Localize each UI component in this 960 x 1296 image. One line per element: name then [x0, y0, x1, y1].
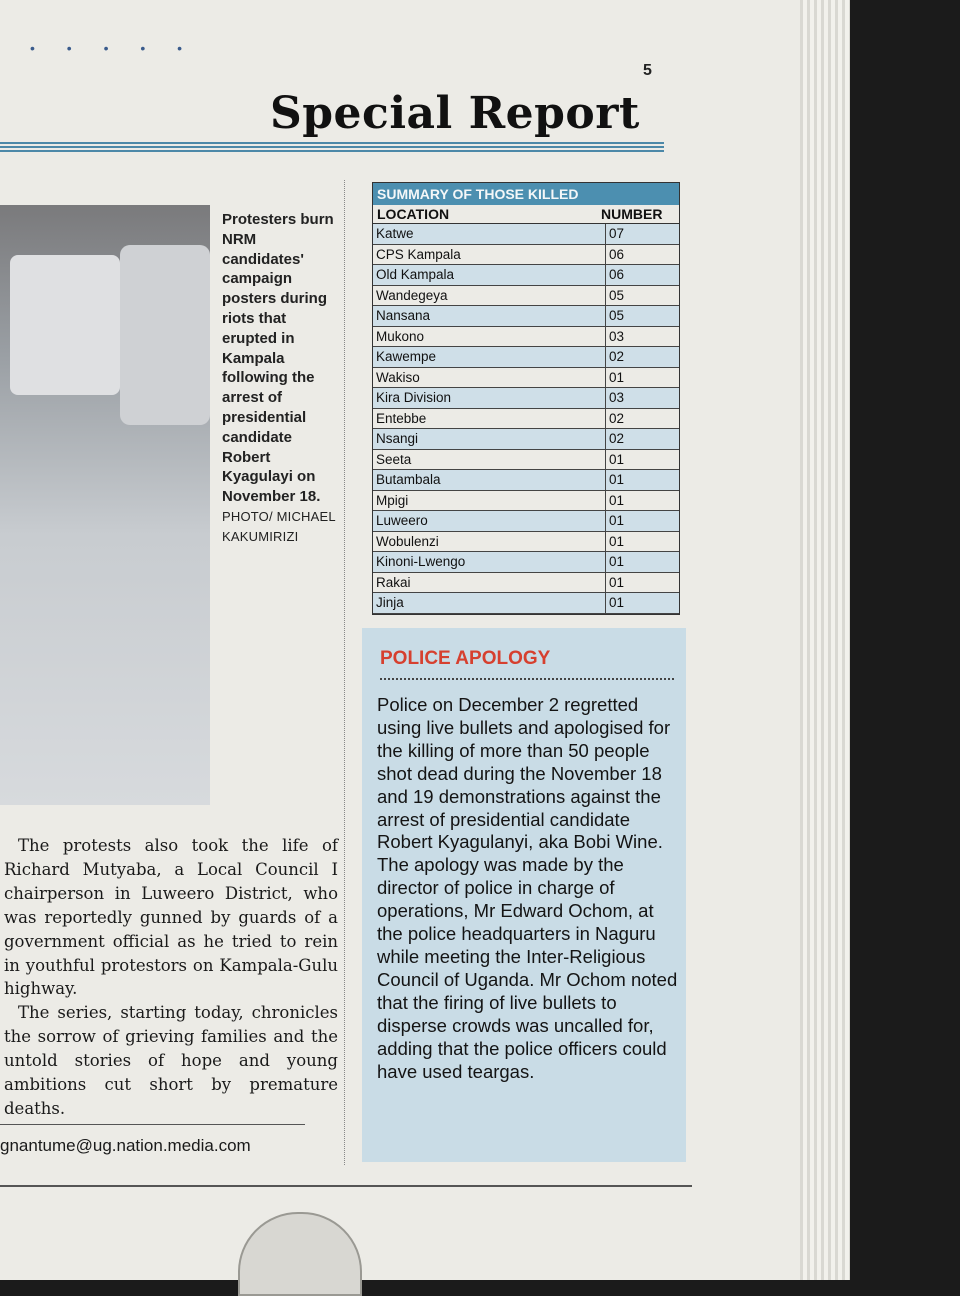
photo-credit: PHOTO/ MICHAEL KAKUMIRIZI — [222, 508, 336, 544]
news-photo — [0, 205, 210, 805]
table-row — [373, 286, 679, 307]
photo-caption — [222, 210, 340, 547]
article-paragraph: The series, starting today, chronicles the sorrow of grieving families and the untold stories of hope and young ambitions cut short by premature deaths. — [4, 1003, 338, 1118]
coat-of-arms-icon — [238, 1212, 362, 1296]
divider — [0, 1124, 305, 1125]
table-row — [373, 429, 679, 450]
row-location: Kinoni-Lwengo — [376, 554, 466, 569]
row-location: Seeta — [376, 451, 412, 467]
table-row — [373, 593, 679, 614]
table-row — [373, 265, 679, 286]
article-paragraph: The protests also took the life of Richard Mutyaba, a Local Council I chairperson in Luweero District, who was reportedly gunned by guards of a government official as he tried to rein in youthful protestors on Kampala-Gulu highway. — [4, 836, 338, 999]
row-location: Luweero — [376, 513, 428, 528]
row-number: 01 — [605, 573, 679, 593]
row-number: 03 — [605, 388, 679, 408]
row-location: Nsangi — [376, 431, 419, 446]
table-row — [373, 306, 679, 327]
table-row — [373, 409, 679, 430]
box-text: Police on December 2 regretted using live bullets and apologised for the killing of more than 50 people shot dead during the November 18 and 19 demonstrations against the arrest of presidential candidate Robert Kyagulanyi, aka Bobi Wine. The apology was made by the director of police in charge of operations, Mr Edward Ochom, at the police headquarters in Naguru while meeting the Inter-Religious Council of Uganda. Mr Ochom noted that the firing of live bullets to disperse crowds was uncalled for, adding that the police officers could have used teargas. — [377, 694, 678, 1082]
table-row — [373, 347, 679, 368]
table-row — [373, 450, 679, 471]
table-row — [373, 245, 679, 266]
row-location: Mukono — [376, 328, 425, 344]
column-divider — [344, 180, 345, 1165]
table-row — [373, 573, 679, 594]
row-location: Katwe — [376, 226, 414, 241]
row-number: 06 — [605, 265, 679, 285]
row-location: Rakai — [376, 574, 411, 590]
table-row — [373, 532, 679, 553]
photo-vehicle — [120, 245, 210, 425]
paper-stack-edge — [800, 0, 850, 1280]
table-row — [373, 327, 679, 348]
author-email: gnantume@ug.nation.media.com — [0, 1136, 251, 1155]
row-number: 05 — [605, 306, 679, 326]
caption-text: Protesters burn NRM candidates' campaign posters during riots that erupted in Kampala following the arrest of presidential candidate Robert Kyagulayi on November 18. — [222, 211, 334, 506]
row-number: 05 — [605, 286, 679, 306]
box-title: POLICE APOLOGY — [380, 648, 551, 669]
police-apology-box — [362, 628, 686, 1162]
table-row — [373, 368, 679, 389]
row-location: CPS Kampala — [376, 246, 461, 262]
row-location: Entebbe — [376, 410, 427, 426]
article-body — [4, 834, 338, 1121]
row-number: 01 — [605, 368, 679, 388]
row-location: Kira Division — [376, 390, 452, 405]
summary-table — [372, 182, 680, 615]
page-number: 5 — [643, 62, 652, 79]
table-row — [373, 388, 679, 409]
row-location: Old Kampala — [376, 267, 455, 282]
column-header-location: LOCATION — [377, 206, 450, 222]
row-location: Kawempe — [376, 349, 437, 364]
header-rule — [0, 142, 664, 154]
row-location: Mpigi — [376, 492, 409, 508]
table-row — [373, 511, 679, 532]
dotted-divider — [380, 678, 674, 680]
row-number: 01 — [605, 491, 679, 511]
row-number: 06 — [605, 245, 679, 265]
table-row — [373, 552, 679, 573]
section-title: Special Report — [270, 88, 640, 139]
row-number: 01 — [605, 552, 679, 572]
row-number: 01 — [605, 511, 679, 531]
bottom-rule — [0, 1185, 692, 1187]
row-number: 01 — [605, 450, 679, 470]
table-header — [373, 205, 679, 224]
table-row — [373, 470, 679, 491]
row-location: Jinja — [376, 595, 404, 610]
decorative-dots: • • • • • — [30, 40, 197, 56]
photo-vehicle — [10, 255, 120, 395]
table-title: SUMMARY OF THOSE KILLED — [373, 183, 679, 205]
row-number: 01 — [605, 532, 679, 552]
row-number: 02 — [605, 429, 679, 449]
row-number: 03 — [605, 327, 679, 347]
table-row — [373, 224, 679, 245]
row-location: Nansana — [376, 308, 431, 323]
row-location: Butambala — [376, 472, 441, 487]
row-number: 01 — [605, 470, 679, 490]
column-header-number: NUMBER — [601, 206, 663, 222]
row-location: Wandegeya — [376, 287, 448, 303]
table-body — [373, 224, 679, 614]
row-number: 02 — [605, 409, 679, 429]
row-number: 07 — [605, 224, 679, 244]
table-row — [373, 491, 679, 512]
row-location: Wobulenzi — [376, 533, 439, 549]
row-number: 02 — [605, 347, 679, 367]
row-number: 01 — [605, 593, 679, 613]
row-location: Wakiso — [376, 369, 420, 385]
